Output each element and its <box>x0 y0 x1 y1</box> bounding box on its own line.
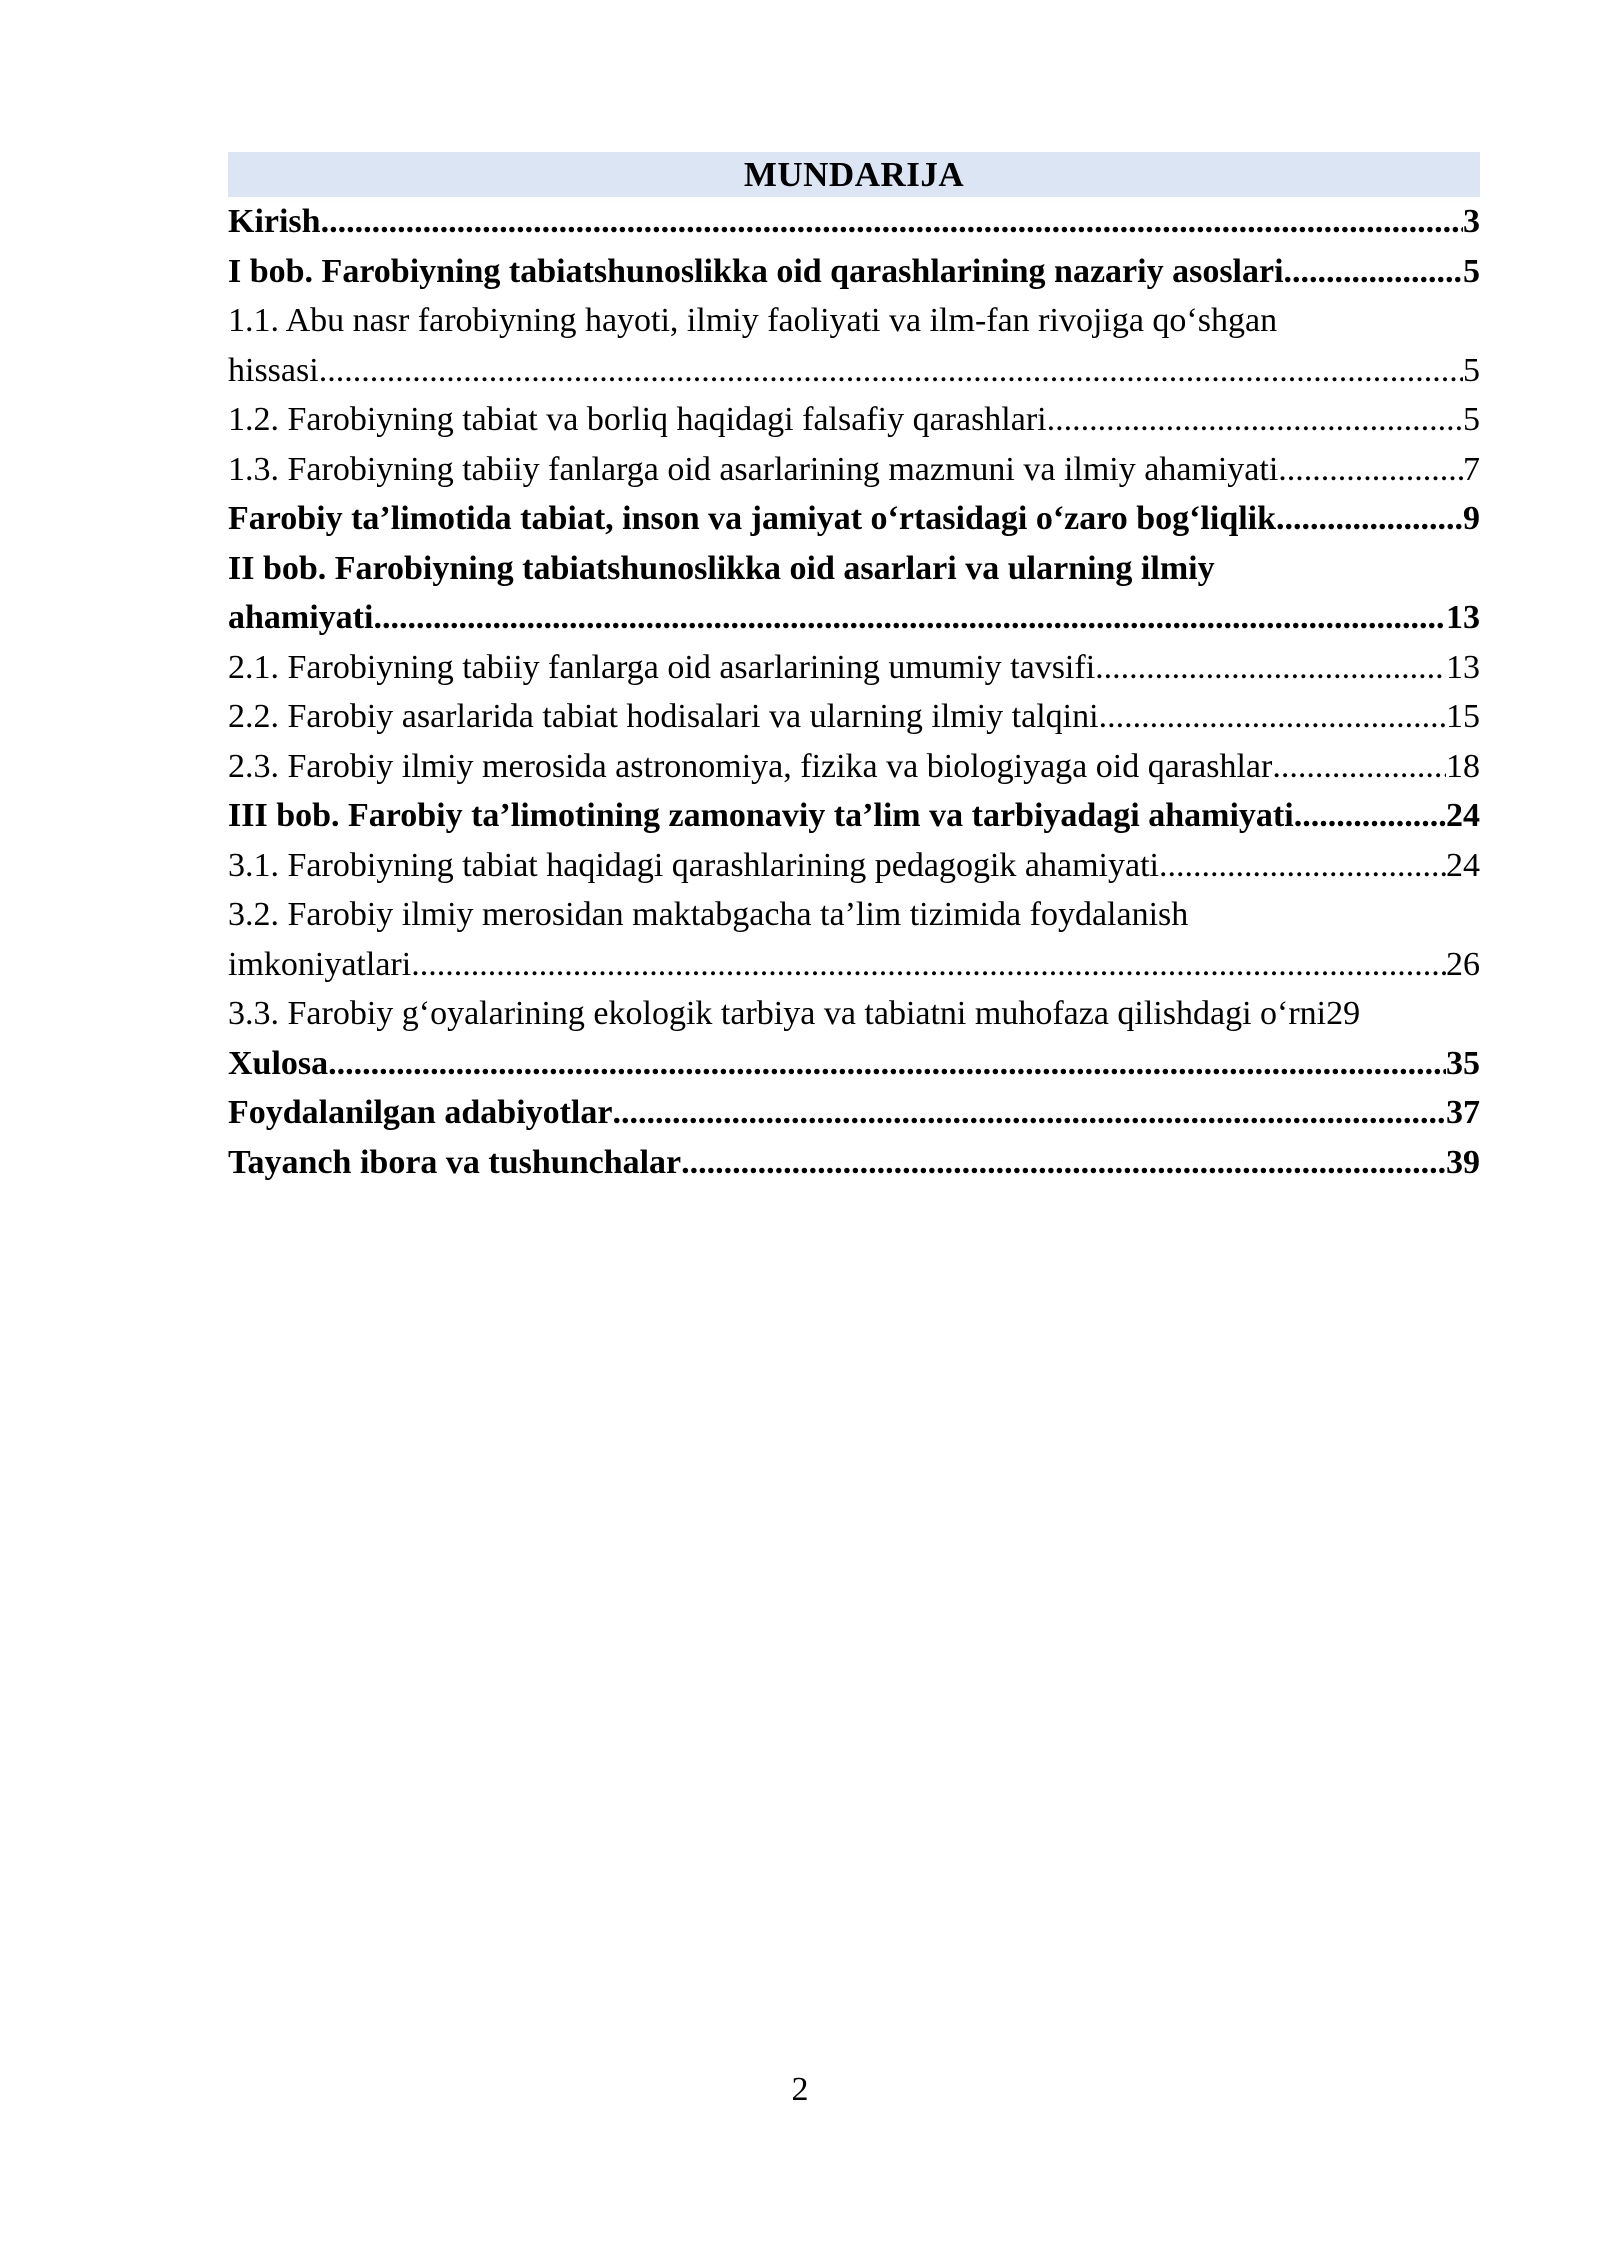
toc-entry-page: 13 <box>1446 648 1480 686</box>
toc-entry[interactable] <box>228 494 1480 544</box>
dot-leader <box>1047 395 1463 445</box>
toc-entry-page: 18 <box>1446 747 1480 785</box>
toc-entry[interactable] <box>228 296 1480 346</box>
dot-leader <box>411 940 1446 990</box>
dot-leader <box>1294 791 1446 841</box>
toc-entry-label: hissasi <box>228 351 319 389</box>
toc-entry-label: I bob. Farobiyning tabiatshunoslikka oid qarashlarining nazariy asoslari <box>228 252 1284 290</box>
toc-entry-page: 24 <box>1446 846 1480 884</box>
toc-entry-label: ahamiyati <box>228 599 374 636</box>
toc-entry[interactable] <box>228 593 1480 643</box>
table-of-contents <box>228 152 1480 1187</box>
toc-entry[interactable] <box>228 445 1480 495</box>
toc-entry-label: Tayanch ibora va tushunchalar <box>228 1143 682 1181</box>
toc-entry-page: 3 <box>1463 203 1480 240</box>
toc-entry-page: 24 <box>1446 797 1480 834</box>
toc-entry-label: 1.2. Farobiyning tabiat va borliq haqidagi falsafiy qarashlari <box>228 401 1047 438</box>
toc-entry-page: 37 <box>1446 1094 1480 1131</box>
toc-entry-page: 13 <box>1446 599 1480 636</box>
toc-entry-page: 7 <box>1463 450 1480 488</box>
toc-entry-page: 5 <box>1463 351 1480 389</box>
dot-leader <box>328 1039 1446 1089</box>
toc-entry[interactable] <box>228 247 1480 297</box>
page-number: 2 <box>791 2071 809 2108</box>
dot-leader <box>1095 643 1446 693</box>
toc-entry[interactable] <box>228 841 1480 891</box>
toc-entry-label: Xulosa <box>228 1044 329 1082</box>
toc-entry[interactable] <box>228 1088 1480 1138</box>
toc-entry-page: 35 <box>1446 1044 1480 1082</box>
toc-entry[interactable] <box>228 197 1480 247</box>
toc-entry-label: 1.3. Farobiyning tabiiy fanlarga oid asarlarining mazmuni va ilmiy ahamiyati <box>228 450 1279 488</box>
toc-entry[interactable] <box>228 692 1480 742</box>
toc-entry-label: Kirish <box>228 203 321 240</box>
dot-leader <box>321 197 1463 247</box>
toc-entry-label: II bob. Farobiyning tabiatshunoslikka oid asarlari va ularning ilmiy <box>228 549 1215 587</box>
toc-entry-label: III bob. Farobiy ta’limotining zamonaviy ta’lim va tarbiyadagi ahamiyati <box>228 797 1294 834</box>
toc-entry-label: imkoniyatlari <box>228 945 412 983</box>
toc-entry[interactable] <box>228 1138 1480 1188</box>
toc-entry-label: 2.1. Farobiyning tabiiy fanlarga oid asarlarining umumiy tavsifi <box>228 648 1096 686</box>
toc-entry-page: 15 <box>1446 698 1480 735</box>
dot-leader <box>373 593 1446 643</box>
toc-entry-page: 9 <box>1463 500 1480 537</box>
toc-entry-label: 1.1. Abu nasr farobiyning hayoti, ilmiy faoliyati va ilm-fan rivojiga qo‘shgan <box>228 302 1278 339</box>
toc-entry-label: 2.2. Farobiy asarlarida tabiat hodisalari va ularning ilmiy talqini <box>228 698 1099 735</box>
dot-leader <box>319 346 1463 396</box>
toc-entry-label: 3.1. Farobiyning tabiat haqidagi qarashlarining pedagogik ahamiyati <box>228 846 1159 884</box>
toc-entry[interactable] <box>228 1039 1480 1089</box>
toc-entry-label: Foydalanilgan adabiyotlar <box>228 1094 613 1131</box>
toc-entry-page: 39 <box>1446 1143 1480 1181</box>
toc-entry[interactable] <box>228 346 1480 396</box>
toc-entry[interactable] <box>228 742 1480 792</box>
toc-entry[interactable] <box>228 395 1480 445</box>
dot-leader <box>1099 692 1446 742</box>
dot-leader <box>1272 742 1446 792</box>
dot-leader <box>1284 247 1463 297</box>
toc-title: MUNDARIJA <box>228 152 1480 197</box>
dot-leader <box>612 1088 1446 1138</box>
toc-entry-page: 5 <box>1463 401 1480 438</box>
toc-entry-label: 3.3. Farobiy g‘oyalarining ekologik tarbiya va tabiatni muhofaza qilishdagi o‘rni <box>228 995 1327 1032</box>
dot-leader <box>1278 445 1463 495</box>
toc-entry[interactable] <box>228 890 1480 940</box>
toc-entry[interactable] <box>228 989 1480 1039</box>
dot-leader <box>1159 841 1446 891</box>
toc-entry-page: 29 <box>1326 995 1361 1032</box>
toc-entry-label: Farobiy ta’limotida tabiat, inson va jamiyat o‘rtasidagi o‘zaro bog‘liqlik <box>228 500 1277 537</box>
toc-entry[interactable] <box>228 791 1480 841</box>
toc-entry-page: 26 <box>1446 945 1480 983</box>
toc-entry[interactable] <box>228 643 1480 693</box>
toc-entry-label: 3.2. Farobiy ilmiy merosidan maktabgacha ta’lim tizimida foydalanish <box>228 896 1189 933</box>
toc-entry[interactable] <box>228 544 1480 594</box>
dot-leader <box>681 1138 1446 1188</box>
toc-entry-label: 2.3. Farobiy ilmiy merosida astronomiya, fizika va biologiyaga oid qarashlar <box>228 747 1273 785</box>
toc-entry-page: 5 <box>1463 252 1480 290</box>
dot-leader <box>1276 494 1463 544</box>
toc-entry[interactable] <box>228 940 1480 990</box>
